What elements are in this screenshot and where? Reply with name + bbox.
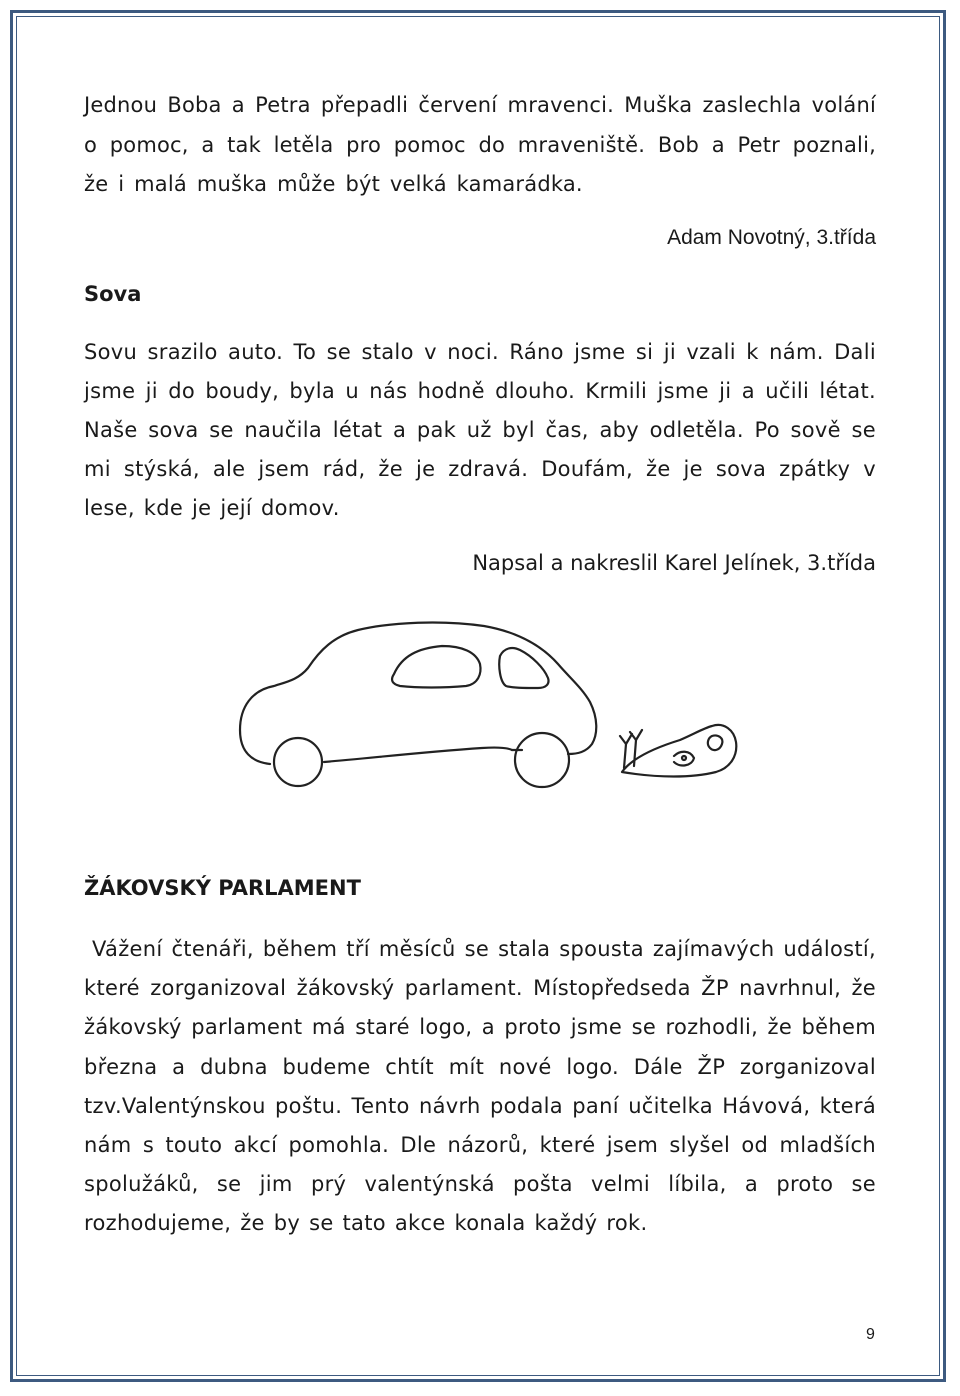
story-heading-sova: Sova [84, 282, 142, 306]
section-paragraph-parlament [84, 930, 876, 1244]
story-paragraph-1: Jednou Boba a Petra přepadli červení mravenci. Muška zaslechla volání o pomoc, a tak letěla pro pomoc do mraveniště. Bob a Petr poznali, že i malá muška může být velká kamarádka. [84, 93, 876, 196]
story-signature-2: Napsal a nakreslil Karel Jelínek, 3.třída [472, 551, 876, 575]
story-signature-1: Adam Novotný, 3.třída [667, 226, 876, 249]
story-paragraph-2: Sovu srazilo auto. To se stalo v noci. Ráno jsme si ji vzali k nám. Dali jsme ji do boudy, byla u nás hodně dlouho. Krmili jsme ji a učili létat. Naše sova se naučila létat a pak už byl čas, aby odletěla. Po sově se mi stýská, ale jsem rád, že je zdravá. Doufám, že je sova zpátky v lese, kde je její domov. [84, 340, 876, 520]
section-paragraph-text: Vážení čtenáři, během tří měsíců se stala spousta zajímavých událostí, které zorganizoval žákovský parlament. Místopředseda ŽP navrhnul, že žákovský parlament má staré logo, a proto jsme se rozhodli, že během března a dubna budeme chtít mít nové logo. Dále ŽP zorganizoval tzv.Valentýnskou poštu. Tento návrh podala paní učitelka Hávová, která nám s touto akcí pomohla. Dle názorů, které jsem slyšel od mladších spolužáků, se jim prý valentýnská pošta velmi líbila, a proto se rozhodujeme, že by se tato akce konala každý rok. [84, 937, 876, 1236]
car-and-owl-drawing [222, 612, 752, 802]
page-number: 9 [866, 1326, 875, 1343]
section-heading-zakovsky-parlament: ŽÁKOVSKÝ PARLAMENT [84, 876, 361, 900]
